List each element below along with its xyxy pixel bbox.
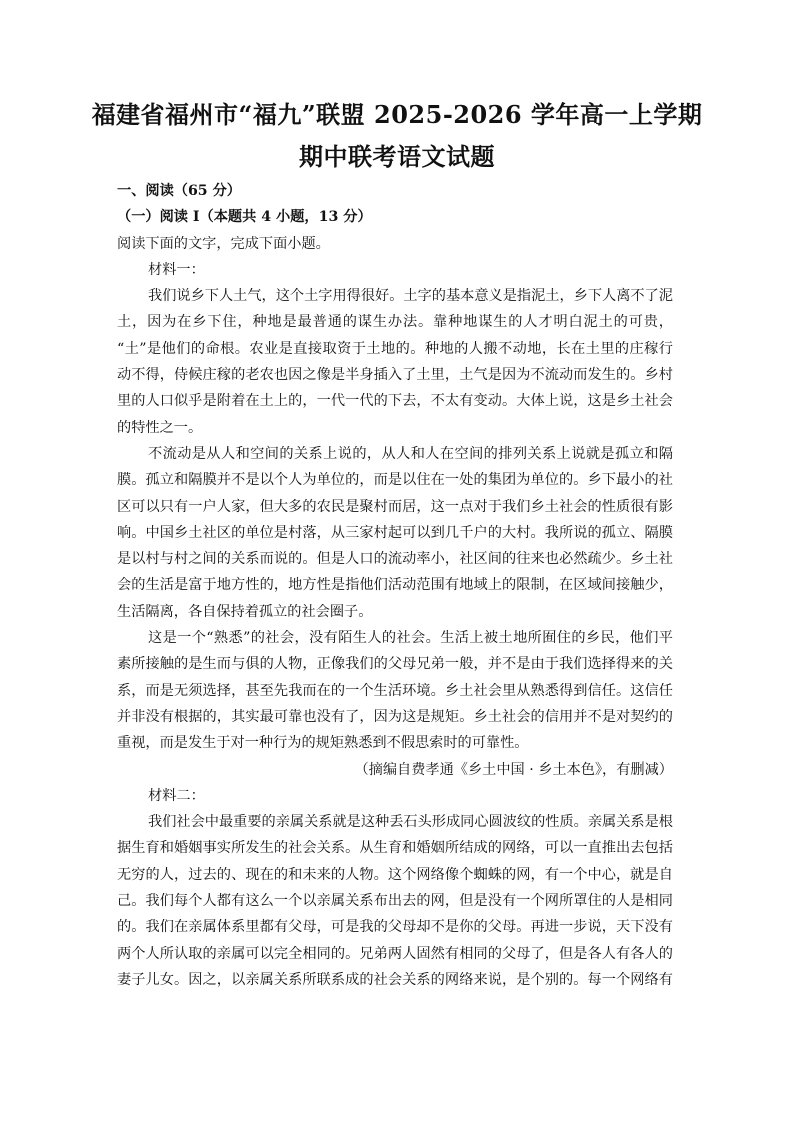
paragraph-line: 里的人口似乎是附着在土上的，一代一代的下去，不太有变动。大体上说，这是乡土社会 (117, 393, 673, 410)
paragraph-line: 素所接触的是生而与俱的人物，正像我们的父母兄弟一般，并不是由于我们选择得来的关 (117, 656, 673, 673)
paragraph-line: 不流动是从人和空间的关系上说的，从人和人在空间的排列关系上说就是孤立和隔 (148, 445, 673, 462)
document-title-line1: 福建省福州市“福九”联盟 2025-2026 学年高一上学期 (91, 100, 703, 129)
paragraph-line: 我们说乡下人土气，这个土字用得很好。土字的基本意义是指泥土，乡下人离不了泥 (148, 288, 673, 305)
paragraph-line: 我们社会中最重要的亲属关系就是这种丢石头形成同心圆波纹的性质。亲属关系是根 (148, 814, 673, 831)
paragraph-line: 的。我们在亲属体系里都有父母，可是我的父母却不是你的父母。再进一步说，天下没有 (117, 919, 673, 936)
paragraph-line: 无穷的人，过去的、现在的和未来的人物。这个网络像个蜘蛛的网，有一个中心，就是自 (117, 866, 673, 883)
paragraph-line: “土”是他们的命根。农业是直接取资于土地的。种地的人搬不动地，长在土里的庄稼行 (117, 340, 673, 357)
paragraph-line: 区可以只有一户人家，但大多的农民是聚村而居，这一点对于我们乡土社会的性质很有影 (117, 498, 673, 515)
paragraph-line: 己。我们每个人都有这么一个以亲属关系布出去的网，但是没有一个网所罩住的人是相同 (117, 893, 673, 910)
paragraph-line: 重视，而是发生于对一种行为的规矩熟悉到不假思索时的可靠性。 (117, 735, 529, 752)
paragraph-line: 据生育和婚姻事实所发生的社会关系。从生育和婚姻所结成的网络，可以一直推出去包括 (117, 840, 673, 857)
paragraph-line: 会的生活是富于地方性的，地方性是指他们活动范围有地域上的限制，在区域间接触少， (117, 577, 673, 594)
subsection-heading: （一）阅读 I（本题共 4 小题，13 分） (117, 209, 372, 226)
paragraph-line: 这是一个“熟悉”的社会，没有陌生人的社会。生活上被土地所囿住的乡民，他们平 (148, 630, 673, 647)
document-title-line2: 期中联考语文试题 (299, 142, 495, 171)
paragraph-line: 响。中国乡土社区的单位是村落，从三家村起可以到几千户的大村。我所说的孤立、隔膜 (117, 524, 673, 541)
paragraph-line: 并非没有根据的，其实最可靠也没有了，因为这是规矩。乡土社会的信用并不是对契约的 (117, 708, 673, 725)
instruction-text: 阅读下面的文字，完成下面小题。 (117, 235, 330, 252)
section-heading: 一、阅读（65 分） (117, 183, 241, 199)
paragraph-line: 妻子儿女。因之，以亲属关系所联系成的社会关系的网络来说，是个别的。每一个网络有 (117, 971, 673, 988)
document-body (117, 178, 673, 993)
paragraph-line: 两个人所认取的亲属可以完全相同的。兄弟两人固然有相同的父母了，但是各人有各人的 (117, 945, 673, 962)
paragraph-line: 系，而是无须选择，甚至先我而在的一个生活环境。乡土社会里从熟悉得到信任。这信任 (117, 682, 673, 699)
source-citation: （摘编自费孝通《乡土中国 · 乡土本色》，有删减） (354, 761, 673, 778)
paragraph-line: 动不得，侍候庄稼的老农也因之像是半身插入了土里，土气是因为不流动而发生的。乡村 (117, 367, 673, 384)
material2-label: 材料二： (148, 787, 205, 804)
paragraph-line: 土，因为在乡下住，种地是最普通的谋生办法。靠种地谋生的人才明白泥土的可贵， (117, 314, 673, 331)
paragraph-line: 是以村与村之间的关系而说的。但是人口的流动率小，社区间的往来也必然疏少。乡土社 (117, 551, 673, 568)
material1-label: 材料一： (148, 261, 205, 278)
paragraph-line: 膜。孤立和隔膜并不是以个人为单位的，而是以住在一处的集团为单位的。乡下最小的社 (117, 472, 673, 489)
paragraph-line: 的特性之一。 (117, 419, 203, 436)
paragraph-line: 生活隔离，各自保持着孤立的社会圈子。 (117, 603, 373, 620)
